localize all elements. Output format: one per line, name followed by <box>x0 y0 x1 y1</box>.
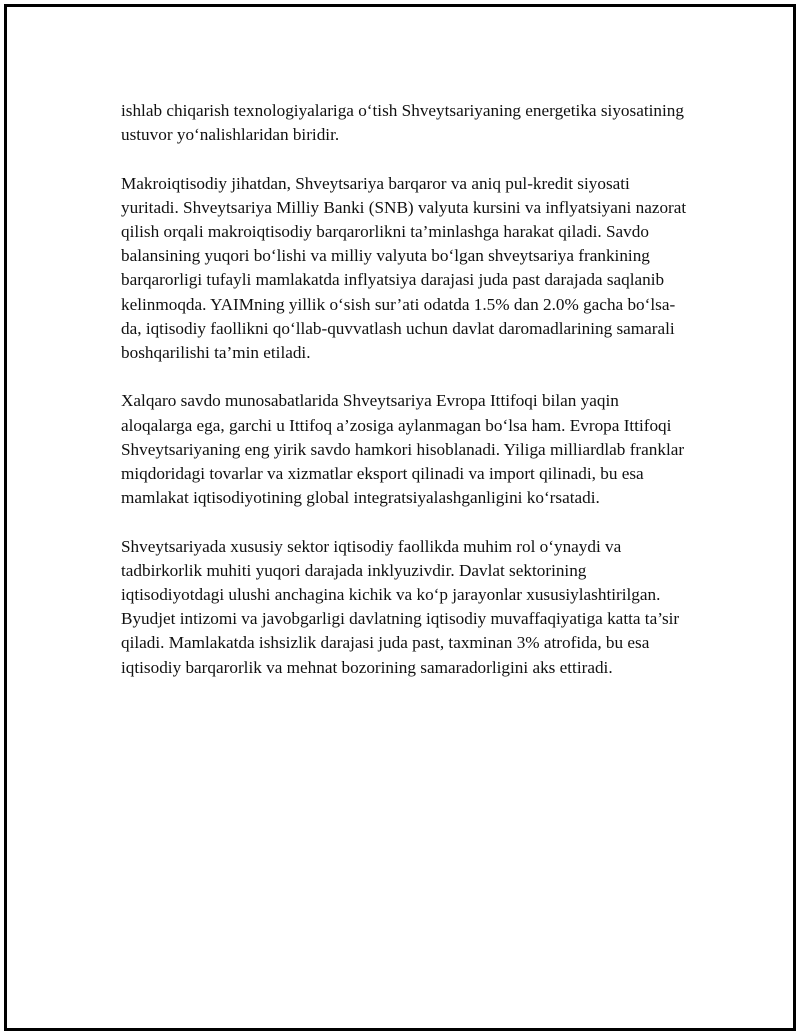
document-page <box>4 4 796 1031</box>
paragraph-energy-policy: ishlab chiqarish texnologiyalariga o‘tish Shveytsariyaning energetika siyosatining ustuvor yo‘nalishlaridan biridir. <box>121 101 684 145</box>
document-body <box>121 99 691 704</box>
paragraph-international-trade: Xalqaro savdo munosabatlarida Shveytsariya Evropa Ittifoqi bilan yaqin aloqalarga ega, garchi u Ittifoq a’zosiga aylanmagan bo‘lsa ham. Evropa Ittifoqi Shveytsariyaning eng yirik savdo hamkori hisoblanadi. Yiliga milliardlab franklar miqdoridagi tovarlar va xizmatlar eksport qilinadi va import qilinadi, bu esa mamlakat iqtisodiyotining global integratsiyalashganligini ko‘rsatadi. <box>121 391 685 508</box>
paragraph-macroeconomics: Makroiqtisodiy jihatdan, Shveytsariya barqaror va aniq pul-kredit siyosati yuritadi. Shveytsariya Milliy Banki (SNB) valyuta kursini va inflyatsiyani nazorat qilish orqali makroiqtisodiy barqarorlikni ta’minlashga harakat qiladi. Savdo balansining yuqori bo‘lishi va milliy valyuta bo‘lgan shveytsariya frankining barqarorligi tufayli mamlakatda inflyatsiya darajasi juda past darajada saqlanib kelinmoqda. YAIMning yillik o‘sish sur’ati odatda 1.5% dan 2.0% gacha bo‘lsa-da, iqtisodiy faollikni qo‘llab-quvvatlash uchun davlat daromadlarining samarali boshqarilishi ta’min etiladi. <box>121 173 687 363</box>
paragraph-private-sector: Shveytsariyada xususiy sektor iqtisodiy faollikda muhim rol o‘ynaydi va tadbirkorlik muhiti yuqori darajada inklyuzivdir. Davlat sektorining iqtisodiyotdagi ulushi anchagina kichik va ko‘p jarayonlar xususiylashtirilgan. Byudjet intizomi va javobgarligi davlatning iqtisodiy muvaffaqiyatiga katta ta’sir qiladi. Mamlakatda ishsizlik darajasi juda past, taxminan 3% atrofida, bu esa iqtisodiy barqarorlik va mehnat bozorining samaradorligini aks ettiradi. <box>121 536 680 677</box>
